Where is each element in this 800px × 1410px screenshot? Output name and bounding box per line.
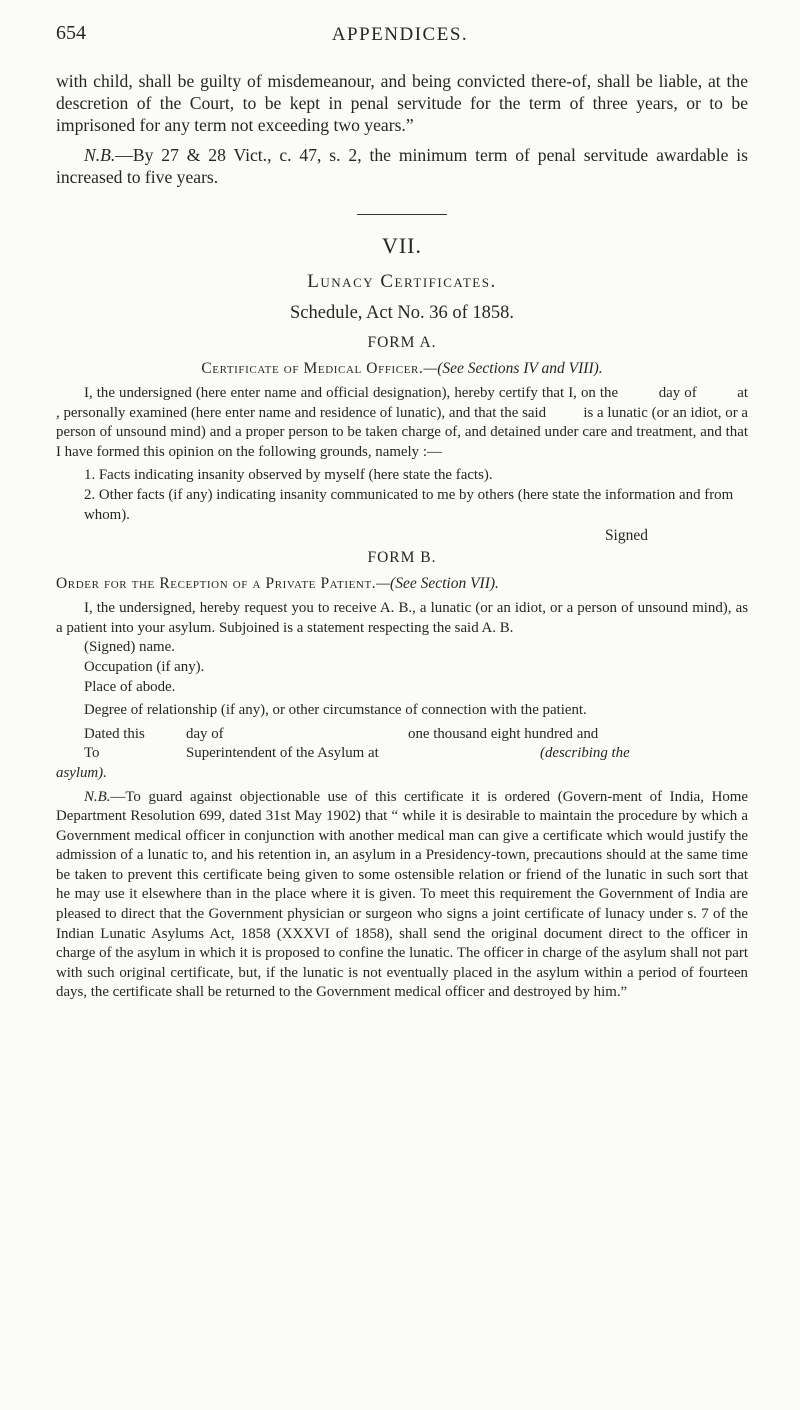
form-b-label: FORM B. [367,549,437,567]
form-b-heading-title: Order for the Reception of a Private Patient. [56,575,377,593]
dated-col-1: Dated this [84,725,145,742]
form-b-dated-row [56,725,748,745]
form-b-to-tail: asylum). [56,764,107,781]
form-b-lines [56,638,748,697]
form-b-line: Occupation (if any). [84,658,205,675]
dated-col-2: day of [186,725,224,742]
to-col-2: Superintendent of the Asylum at [186,745,379,762]
form-a-item-2: 2. Other facts (if any) indicating insanity communicated to me by others (here state the information and from whom). [84,486,734,523]
intro-note [56,144,748,188]
page-number: 654 [56,22,86,44]
form-a-item-1: 1. Facts indicating insanity observed by myself (here state the facts). [84,467,493,484]
form-a-heading-title: Certificate of Medical Officer. [201,360,424,377]
intro-note-text: —By 27 & 28 Vict., c. 47, s. 2, the minimum term of penal servitude awardable is increased to five years. [56,145,748,187]
to-col-1: To [84,745,100,762]
form-b-to-row [56,744,748,764]
form-b-heading-ref: —(See Section VII). [376,575,499,593]
intro-note-label: N.B. [84,145,116,165]
intro-paragraph: with child, shall be guilty of misdemeanour, and being convicted there-of, shall be liable, at the descretion of the Court, to be kept in penal servitude for the term of three years, or to be imprisoned for any term not exceeding two years.” [56,71,748,135]
running-head: APPENDICES. [331,24,469,45]
form-b-note [56,788,748,1004]
form-a-label: FORM A. [367,334,437,351]
form-b-line: (Signed) name. [84,639,175,656]
form-a-body: I, the undersigned (here enter name and official designation), hereby certify that I, on the day of at , personally examined (here enter name and residence of lunatic), and that the said is a lunatic (or an idiot, or a person of unsound mind) and a proper person to be taken charge of, and detained under care and treatment, and that I have formed this opinion on the following grounds, namely :— [56,385,786,460]
form-b-heading [56,575,748,593]
section-divider [357,214,447,215]
dated-col-3: one thousand eight hundred and [408,725,599,742]
to-col-3: (describing the [540,745,630,762]
form-b-line: Place of abode. [84,678,176,695]
form-b-note-text: —To guard against objectionable use of this certificate it is ordered (Govern-ment of India, Home Department Resolution 699, dated 31st May 1902) that “ while it is desirable to maintain the procedure by which a Government medical officer in conjunction with another medical man can give a certificate which would justify the admission of a lunatic to, and his retention in, an asylum in a Presidency-town, precautions should at the same time be taken to prevent this certificate being given to some ostensible relation or friend of the lunatic in such sort that he may use it elsewhere than in the place where it is given. To meet this requirement the Government of India are pleased to direct that the Government physician or surgeon who signs a joint certificate of lunacy under s. 7 of the Indian Lunatic Asylums Act, 1858 (XXXVI of 1858), shall send the original document direct to the officer in charge of the asylum in which it is proposed to confine the lunatic. The officer in charge of the asylum shall not part with such original certificate, but, if the lunatic is not eventually placed in the asylum within a period of fourteen days, the certificate shall be returned to the Government medical officer and destroyed by him.” [56,788,748,1001]
page-body [56,70,786,1003]
section-title: Lunacy Certificates. [307,271,497,292]
section-numeral: VII. [381,233,423,258]
form-b-note-label: N.B. [84,788,111,805]
form-b-degree: Degree of relationship (if any), or other circumstance of connection with the patient. [84,702,587,719]
form-a-heading-ref: —(See Sections IV and VIII). [423,360,603,377]
form-a-items [56,466,748,525]
schedule-line: Schedule, Act No. 36 of 1858. [289,303,515,323]
form-a-heading [56,360,748,378]
form-b-body: I, the undersigned, hereby request you to receive A. B., a lunatic (or an idiot, or a person of unsound mind), as a patient into your asylum. Subjoined is a statement respecting the said A. B. [56,600,748,636]
form-a-signed: Signed [604,527,648,545]
